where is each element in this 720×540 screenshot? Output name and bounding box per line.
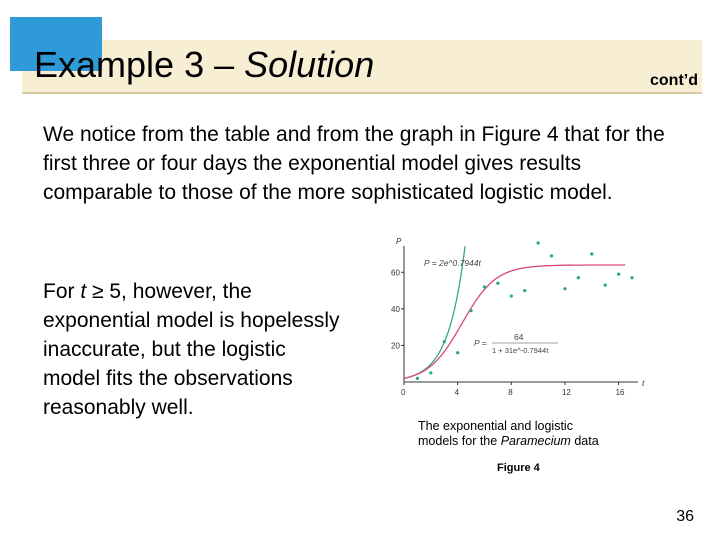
x-tick-label: 16 bbox=[615, 388, 625, 397]
x-tick-label: 8 bbox=[508, 388, 513, 397]
logistic-label-denominator: 1 + 31e^-0.7944t bbox=[492, 346, 549, 355]
figure-label: Figure 4 bbox=[497, 462, 540, 474]
x-axis-label: t bbox=[642, 379, 645, 388]
data-point bbox=[537, 241, 540, 244]
y-tick-label: 60 bbox=[391, 268, 400, 278]
caption-line-2 bbox=[418, 434, 648, 449]
slide-title bbox=[34, 42, 374, 88]
data-point bbox=[429, 371, 432, 374]
data-point bbox=[617, 273, 620, 276]
data-point bbox=[523, 289, 526, 292]
exponential-model-label: P = 2e^0.7944t bbox=[424, 258, 481, 268]
title-italic: Solution bbox=[244, 44, 375, 85]
data-point bbox=[510, 294, 513, 297]
page-number: 36 bbox=[676, 508, 694, 525]
paragraph-2-prefix: For bbox=[43, 280, 81, 303]
figure-4-chart bbox=[362, 237, 645, 404]
data-point bbox=[416, 377, 419, 380]
data-point bbox=[443, 340, 446, 343]
x-tick-label: 4 bbox=[454, 388, 460, 397]
data-point bbox=[630, 276, 633, 279]
data-point bbox=[577, 276, 580, 279]
y-tick-label: 20 bbox=[391, 341, 400, 351]
x-tick-label: 0 bbox=[401, 388, 406, 397]
paragraph-2-var: t bbox=[80, 280, 87, 303]
x-tick-label: 12 bbox=[561, 388, 571, 397]
data-point bbox=[456, 351, 459, 354]
data-point bbox=[550, 254, 553, 257]
caption-line-2-prefix: models for the bbox=[418, 434, 501, 448]
paragraph-2-suffix: ≥ 5, however, the exponential model is hopelessly inaccurate, but the logistic model fits the observations reasonably well. bbox=[43, 280, 340, 419]
data-point bbox=[483, 285, 486, 288]
title-main: Example 3 – bbox=[34, 44, 245, 85]
paragraph-2 bbox=[43, 277, 343, 422]
figure-caption bbox=[418, 419, 648, 449]
logistic-label-lhs: P = bbox=[474, 338, 487, 348]
logistic-curve bbox=[404, 265, 625, 378]
data-point bbox=[563, 287, 566, 290]
data-point bbox=[469, 309, 472, 312]
contd-label: cont’d bbox=[650, 72, 698, 89]
caption-line-1: The exponential and logistic bbox=[418, 419, 573, 433]
caption-line-2-suffix: data bbox=[570, 434, 599, 448]
y-axis-label: P bbox=[396, 237, 402, 246]
caption-line-2-italic: Paramecium bbox=[500, 434, 571, 448]
paragraph-1: We notice from the table and from the graph in Figure 4 that for the first three or four days the exponential model gives results comparable to those of the more sophisticated logistic model. bbox=[43, 123, 665, 204]
data-point bbox=[496, 282, 499, 285]
data-point bbox=[590, 252, 593, 255]
data-point bbox=[604, 283, 607, 286]
logistic-label-numerator: 64 bbox=[514, 332, 524, 342]
y-tick-label: 40 bbox=[391, 304, 400, 314]
